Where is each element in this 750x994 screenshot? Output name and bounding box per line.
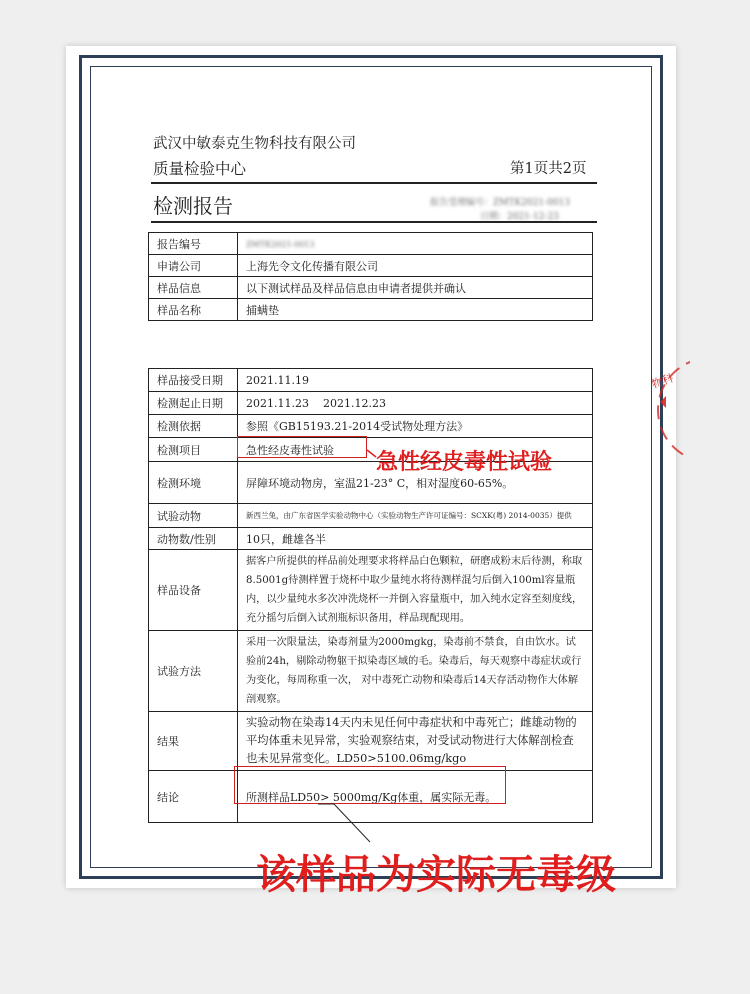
callout-grade-label: 该样品为实际无毒级 [256, 852, 616, 898]
row-label: 结果 [149, 712, 238, 771]
row-label: 样品名称 [149, 299, 238, 321]
company-stamp [650, 350, 690, 470]
callout-arrow-grade [318, 804, 370, 842]
row-value: 2021.11.19 [238, 369, 593, 392]
row-label: 试验动物 [149, 504, 238, 528]
row-label: 试验方法 [149, 631, 238, 712]
row-label: 检测环境 [149, 462, 238, 504]
svg-text:物科: 物科 [650, 371, 676, 392]
department-name: 质量检验中心 [153, 160, 247, 178]
row-label: 检测项目 [149, 438, 238, 462]
row-value: 10只，雌雄各半 [238, 528, 593, 550]
callout-test-label: 急性经皮毒性试验 [376, 450, 553, 475]
stamp-icon [650, 350, 690, 470]
row-value: 新西兰兔，由广东省医学实验动物中心（实验动物生产许可证编号：SCXK(粤) 2014-0035）提供 [238, 504, 593, 528]
row-value: 所测样品LD50> 5000mg/Kg体重，属实际无毒。 [238, 771, 593, 823]
row-value: 急性经皮毒性试验 [238, 438, 593, 462]
row-value: 据客户所提供的样品前处理要求将样品白色颗粒，研磨成粉末后待测，称取8.5001g待测样置于烧杯中取少量纯水将待测样混匀后倒入100ml容量瓶内，以少量纯水多次冲洗烧杯一并倒入容量瓶中，加入纯水定容至刻度线，充分摇匀后倒入试剂瓶标识备用，样品现配现用。 [238, 550, 593, 631]
blurred-date: 日期：2021-12-23 [480, 212, 559, 222]
row-value: 捕螨垫 [238, 299, 593, 321]
row-label: 检测依据 [149, 415, 238, 438]
blurred-reference-number: 报告受理编号：ZMTK2021-0013 [430, 198, 571, 208]
row-label: 样品设备 [149, 550, 238, 631]
row-value: 屏障环境动物房，室温21-23° C，相对湿度60-65%。 [238, 462, 593, 504]
row-value: 实验动物在染毒14天内未见任何中毒症状和中毒死亡；雌雄动物的平均体重未见异常，实验观察结束，对受试动物进行大体解剖检查也未见异常变化。LD50>5100.06mg/kgo [238, 712, 593, 771]
row-value: 以下测试样品及样品信息由申请者提供并确认 [238, 277, 593, 299]
page-indicator: 第1页共2页 [510, 161, 587, 177]
row-value: 采用一次限量法，染毒剂量为2000mgkg，染毒前不禁食，自由饮水。试验前24h，剔除动物躯干拟染毒区域的毛。染毒后，每天观察中毒症状或行为变化，每周称重一次， 对中毒死亡动物和染毒后14天存活动物作大体解剖观察。 [238, 631, 593, 712]
row-label: 报告编号 [149, 233, 238, 255]
row-label: 结论 [149, 771, 238, 823]
row-value: 2021.11.23 2021.12.23 [238, 392, 593, 415]
row-label: 申请公司 [149, 255, 238, 277]
report-title: 检测报告 [153, 194, 233, 218]
callout-arrow-test [367, 450, 376, 457]
row-value: ZMTK2021-0013 [238, 233, 593, 255]
row-value: 上海先令文化传播有限公司 [238, 255, 593, 277]
company-name: 武汉中敏泰克生物科技有限公司 [153, 136, 356, 152]
row-value: 参照《GB15193.21-2014受试物处理方法》 [238, 415, 593, 438]
row-label: 样品信息 [149, 277, 238, 299]
row-label: 检测起止日期 [149, 392, 238, 415]
row-label: 动物数/性别 [149, 528, 238, 550]
row-label: 样品接受日期 [149, 369, 238, 392]
